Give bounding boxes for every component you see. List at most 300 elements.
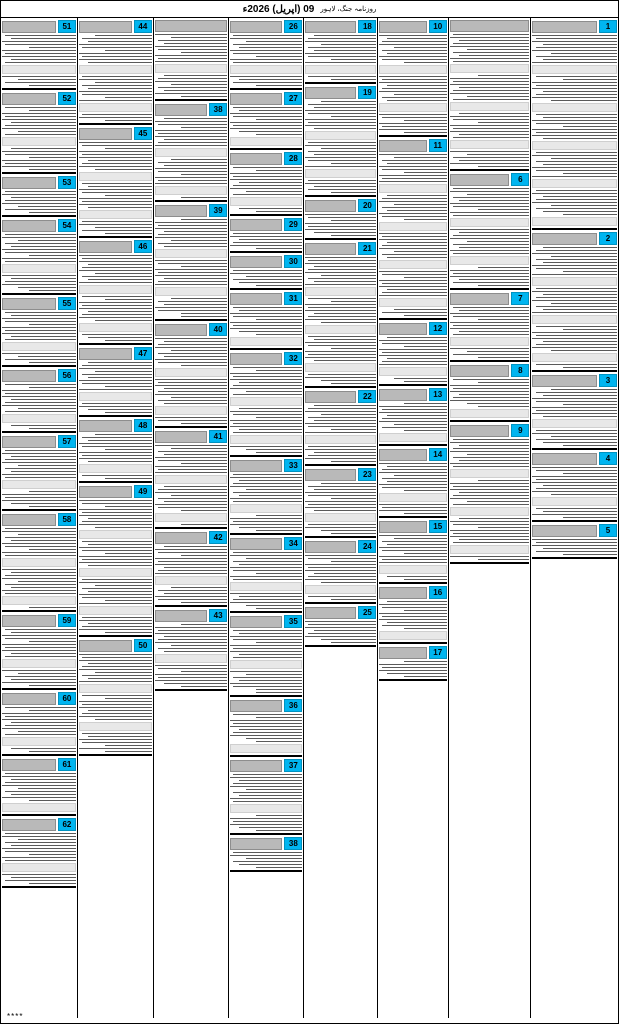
text-line (18, 788, 76, 789)
article-block[interactable] (230, 255, 302, 290)
article-block[interactable] (2, 513, 76, 612)
article-headline[interactable] (155, 204, 227, 217)
text-line (387, 622, 446, 623)
text-line (11, 336, 76, 337)
article-title-bar (532, 21, 597, 33)
article-block[interactable] (379, 520, 446, 584)
text-line (450, 151, 530, 152)
article-block[interactable] (532, 452, 617, 522)
article-block[interactable] (2, 92, 76, 174)
text-line (239, 680, 303, 681)
article-block[interactable] (230, 152, 302, 216)
article-headline[interactable] (2, 513, 76, 526)
text-line (379, 271, 446, 272)
text-line (95, 719, 152, 720)
text-line (459, 200, 529, 201)
text-line (233, 185, 302, 186)
text-line (331, 642, 376, 643)
article-headline[interactable] (379, 448, 446, 461)
article-block[interactable] (155, 204, 227, 321)
article-block[interactable] (79, 240, 152, 345)
text-line (18, 731, 76, 732)
article-headline[interactable] (230, 255, 302, 268)
article-headline[interactable] (532, 20, 617, 33)
text-line (155, 121, 227, 122)
text-line (11, 653, 76, 654)
text-line (79, 654, 152, 655)
text-line (79, 739, 152, 740)
article-headline[interactable] (2, 692, 76, 705)
article-headline[interactable] (305, 540, 376, 553)
article-headline[interactable] (450, 173, 530, 186)
article-headline[interactable] (155, 430, 227, 443)
text-line (158, 590, 227, 591)
article-headline[interactable] (450, 424, 530, 437)
article-number-badge: 29 (284, 218, 302, 231)
article-headline[interactable] (230, 615, 302, 628)
article-block[interactable] (2, 758, 76, 816)
article-body (230, 474, 302, 531)
article-block[interactable] (450, 364, 530, 422)
text-line (239, 596, 303, 597)
article-block[interactable] (230, 615, 302, 697)
text-line (2, 644, 76, 645)
article-number-badge: 31 (284, 292, 302, 305)
text-line (2, 50, 76, 51)
article-block[interactable] (79, 20, 152, 125)
article-headline[interactable] (379, 322, 446, 335)
article-block[interactable] (230, 352, 302, 457)
text-line (5, 676, 76, 677)
text-line (478, 122, 529, 123)
article-headline[interactable] (155, 20, 227, 32)
article-block[interactable] (155, 20, 227, 101)
article-title-bar (305, 469, 356, 481)
text-line (181, 127, 227, 128)
article-headline[interactable] (79, 419, 152, 432)
article-block[interactable] (2, 297, 76, 367)
text-line (453, 282, 529, 283)
article-headline[interactable] (230, 20, 302, 33)
text-line (404, 346, 447, 347)
article-block[interactable] (305, 540, 376, 604)
text-line (551, 436, 617, 437)
text-line (233, 714, 302, 715)
article-body (305, 555, 376, 600)
article-block[interactable] (79, 347, 152, 417)
text-line (239, 495, 303, 496)
text-line (453, 388, 529, 389)
text-line (256, 285, 302, 286)
article-headline[interactable] (230, 352, 302, 365)
article-body (155, 338, 227, 424)
article-number-badge: 8 (511, 364, 529, 377)
article-block[interactable] (2, 369, 76, 433)
text-line (11, 471, 76, 472)
article-block[interactable] (2, 614, 76, 690)
text-line (230, 273, 302, 274)
text-line (79, 547, 152, 548)
article-block[interactable] (155, 609, 227, 691)
text-line (239, 331, 303, 332)
text-line (158, 639, 227, 640)
text-line (11, 148, 76, 149)
text-line (450, 203, 530, 204)
article-title-bar (230, 838, 282, 850)
text-line (158, 87, 227, 88)
text-line (387, 673, 446, 674)
text-line (5, 880, 76, 881)
text-line (79, 261, 152, 262)
text-line (563, 214, 617, 215)
article-headline[interactable] (2, 219, 76, 232)
text-line (79, 748, 152, 749)
article-headline[interactable] (79, 127, 152, 140)
article-title-bar (2, 370, 56, 382)
article-block[interactable] (230, 218, 302, 253)
text-line (79, 582, 152, 583)
text-line (563, 473, 617, 474)
article-block[interactable] (450, 173, 530, 290)
text-line (158, 420, 227, 421)
article-block[interactable] (379, 20, 446, 137)
text-line (2, 462, 76, 463)
article-block[interactable] (450, 20, 530, 171)
text-line (181, 463, 227, 464)
text-line (459, 445, 529, 446)
article-body (230, 233, 302, 249)
text-line (2, 275, 76, 276)
text-line (331, 533, 376, 534)
text-line (305, 304, 376, 305)
text-line (233, 414, 302, 415)
text-line (230, 236, 302, 237)
article-headline[interactable] (305, 468, 376, 481)
article-block[interactable] (2, 818, 76, 888)
article-block[interactable] (305, 390, 376, 466)
article-headline[interactable] (155, 323, 227, 336)
article-headline[interactable] (230, 759, 302, 772)
text-line (82, 666, 152, 667)
article-headline[interactable] (79, 240, 152, 253)
article-divider (230, 533, 302, 535)
text-line (155, 417, 227, 418)
highlight-bar (379, 260, 446, 269)
text-line (158, 301, 227, 302)
article-block[interactable] (230, 837, 302, 872)
article-title-bar (379, 449, 426, 461)
article-block[interactable] (155, 531, 227, 607)
highlight-bar (379, 565, 446, 574)
text-line (314, 154, 377, 155)
article-block[interactable] (532, 374, 617, 450)
article-headline[interactable] (79, 20, 152, 33)
article-headline[interactable] (230, 218, 302, 231)
text-line (450, 463, 530, 464)
article-number-badge: 52 (58, 92, 76, 105)
text-line (536, 306, 617, 307)
text-line (450, 116, 530, 117)
highlight-bar (79, 464, 152, 473)
text-line (459, 134, 529, 135)
text-line (453, 524, 529, 525)
text-line (382, 352, 447, 353)
text-line (305, 458, 376, 459)
text-line (404, 430, 447, 431)
text-line (230, 379, 302, 380)
article-block[interactable] (305, 242, 376, 388)
text-line (171, 37, 227, 38)
text-line (5, 860, 76, 861)
article-body (230, 307, 302, 346)
text-line (233, 630, 302, 631)
article-headline[interactable] (2, 176, 76, 189)
article-headline[interactable] (532, 374, 617, 387)
article-block[interactable] (230, 699, 302, 757)
article-title-bar (230, 219, 282, 231)
text-line (308, 596, 376, 597)
text-line (450, 46, 530, 47)
text-line (450, 489, 530, 490)
article-headline[interactable] (2, 758, 76, 771)
article-headline[interactable] (2, 92, 76, 105)
highlight-bar (230, 744, 302, 753)
article-headline[interactable] (2, 369, 76, 382)
article-headline[interactable] (305, 242, 376, 255)
text-line (321, 639, 376, 640)
article-headline[interactable] (155, 103, 227, 116)
article-block[interactable] (379, 139, 446, 320)
text-line (155, 136, 227, 137)
text-line (5, 191, 76, 192)
text-line (230, 735, 302, 736)
article-title-bar (230, 460, 282, 472)
text-line (394, 204, 447, 205)
article-headline[interactable] (2, 297, 76, 310)
article-headline[interactable] (379, 586, 446, 599)
text-line (233, 579, 302, 580)
article-block[interactable] (155, 323, 227, 428)
text-line (164, 304, 228, 305)
text-line (450, 37, 530, 38)
text-line (158, 49, 227, 50)
text-line (536, 47, 617, 48)
text-line (321, 275, 376, 276)
article-title-bar (305, 87, 356, 99)
article-block[interactable] (2, 692, 76, 756)
text-line (158, 180, 227, 181)
article-block[interactable] (379, 388, 446, 446)
text-line (88, 591, 152, 592)
text-line (18, 79, 76, 80)
article-block[interactable] (379, 322, 446, 386)
masthead (1, 1, 618, 18)
article-headline[interactable] (230, 699, 302, 712)
article-block[interactable] (532, 20, 617, 230)
text-line (450, 348, 530, 349)
text-line (105, 412, 152, 413)
article-block[interactable] (155, 103, 227, 202)
article-block[interactable] (2, 20, 76, 90)
article-headline[interactable] (2, 435, 76, 448)
article-block[interactable] (305, 86, 376, 197)
text-line (453, 504, 529, 505)
article-divider (230, 148, 302, 150)
article-block[interactable] (230, 92, 302, 150)
text-line (321, 483, 376, 484)
text-line (230, 576, 302, 577)
article-block[interactable] (79, 419, 152, 483)
text-line (404, 277, 447, 278)
text-line (79, 224, 152, 225)
article-headline[interactable] (305, 199, 376, 212)
text-line (382, 478, 447, 479)
article-number-badge: 30 (284, 255, 302, 268)
text-line (5, 537, 76, 538)
text-line (536, 470, 617, 471)
text-line (563, 173, 617, 174)
article-number-badge: 5 (599, 524, 617, 537)
text-line (450, 556, 530, 557)
article-number-badge: 42 (209, 531, 227, 544)
text-line (233, 233, 302, 234)
text-line (450, 322, 530, 323)
text-line (5, 154, 76, 155)
article-headline[interactable] (230, 459, 302, 472)
article-headline[interactable] (379, 646, 446, 659)
text-line (450, 84, 530, 85)
article-headline[interactable] (155, 531, 227, 544)
article-headline[interactable] (2, 818, 76, 831)
article-body (379, 535, 446, 580)
article-headline[interactable] (379, 20, 446, 33)
article-block[interactable] (450, 292, 530, 362)
article-block[interactable] (532, 524, 617, 559)
article-headline[interactable] (450, 20, 530, 32)
text-line (256, 815, 302, 816)
article-divider (79, 123, 152, 125)
text-line (536, 508, 617, 509)
text-line (305, 351, 376, 352)
article-block[interactable] (305, 199, 376, 240)
text-line (79, 629, 152, 630)
highlight-bar (532, 419, 617, 428)
text-line (478, 319, 529, 320)
article-headline[interactable] (532, 232, 617, 245)
text-line (536, 297, 617, 298)
text-line (387, 257, 446, 258)
article-headline[interactable] (230, 292, 302, 305)
article-headline[interactable] (230, 537, 302, 550)
article-headline[interactable] (305, 390, 376, 403)
article-block[interactable] (379, 448, 446, 518)
highlight-bar (305, 325, 376, 334)
article-headline[interactable] (379, 388, 446, 401)
text-line (256, 334, 302, 335)
text-line (239, 864, 303, 865)
article-headline[interactable] (2, 20, 76, 33)
article-block[interactable] (230, 20, 302, 90)
article-headline[interactable] (230, 92, 302, 105)
text-line (478, 166, 529, 167)
article-headline[interactable] (305, 86, 376, 99)
article-headline[interactable] (450, 292, 530, 305)
article-block[interactable] (230, 459, 302, 535)
text-line (5, 339, 76, 340)
article-headline[interactable] (2, 614, 76, 627)
article-headline[interactable] (379, 139, 446, 152)
article-block[interactable] (230, 759, 302, 835)
article-block[interactable] (79, 485, 152, 637)
text-line (246, 449, 302, 450)
article-headline[interactable] (379, 520, 446, 533)
highlight-bar (450, 140, 530, 149)
article-headline[interactable] (305, 606, 376, 619)
text-line (543, 44, 617, 45)
text-line (239, 780, 303, 781)
article-divider (79, 635, 152, 637)
text-line (5, 497, 76, 498)
article-headline[interactable] (155, 609, 227, 622)
highlight-bar (155, 475, 227, 484)
article-block[interactable] (305, 606, 376, 647)
article-divider (2, 754, 76, 756)
text-line (5, 234, 76, 235)
text-line (2, 390, 76, 391)
text-line (155, 504, 227, 505)
article-block[interactable] (532, 232, 617, 372)
article-block[interactable] (379, 586, 446, 644)
article-number-badge: 23 (358, 468, 376, 481)
article-headline[interactable] (230, 837, 302, 850)
article-headline[interactable] (305, 20, 376, 33)
text-line (331, 59, 376, 60)
article-headline[interactable] (79, 347, 152, 360)
text-line (181, 52, 227, 53)
article-block[interactable] (79, 639, 152, 756)
text-line (164, 231, 228, 232)
article-block[interactable] (2, 435, 76, 511)
article-headline[interactable] (230, 152, 302, 165)
text-line (2, 119, 76, 120)
article-block[interactable] (2, 176, 76, 217)
text-line (532, 274, 617, 275)
text-line (158, 243, 227, 244)
article-block[interactable] (155, 430, 227, 529)
article-block[interactable] (2, 219, 76, 295)
article-block[interactable] (230, 292, 302, 350)
text-line (230, 446, 302, 447)
article-headline[interactable] (79, 639, 152, 652)
article-block[interactable] (230, 537, 302, 613)
article-block[interactable] (305, 468, 376, 538)
article-block[interactable] (379, 646, 446, 681)
highlight-bar (2, 137, 76, 146)
text-line (88, 160, 152, 161)
article-body (2, 35, 76, 86)
text-line (453, 379, 529, 380)
article-headline[interactable] (79, 485, 152, 498)
article-block[interactable] (450, 424, 530, 564)
article-headline[interactable] (532, 524, 617, 537)
article-block[interactable] (305, 20, 376, 84)
article-divider (305, 238, 376, 240)
article-block[interactable] (79, 127, 152, 238)
text-line (308, 278, 376, 279)
article-headline[interactable] (450, 364, 530, 377)
text-line (536, 542, 617, 543)
article-headline[interactable] (532, 452, 617, 465)
